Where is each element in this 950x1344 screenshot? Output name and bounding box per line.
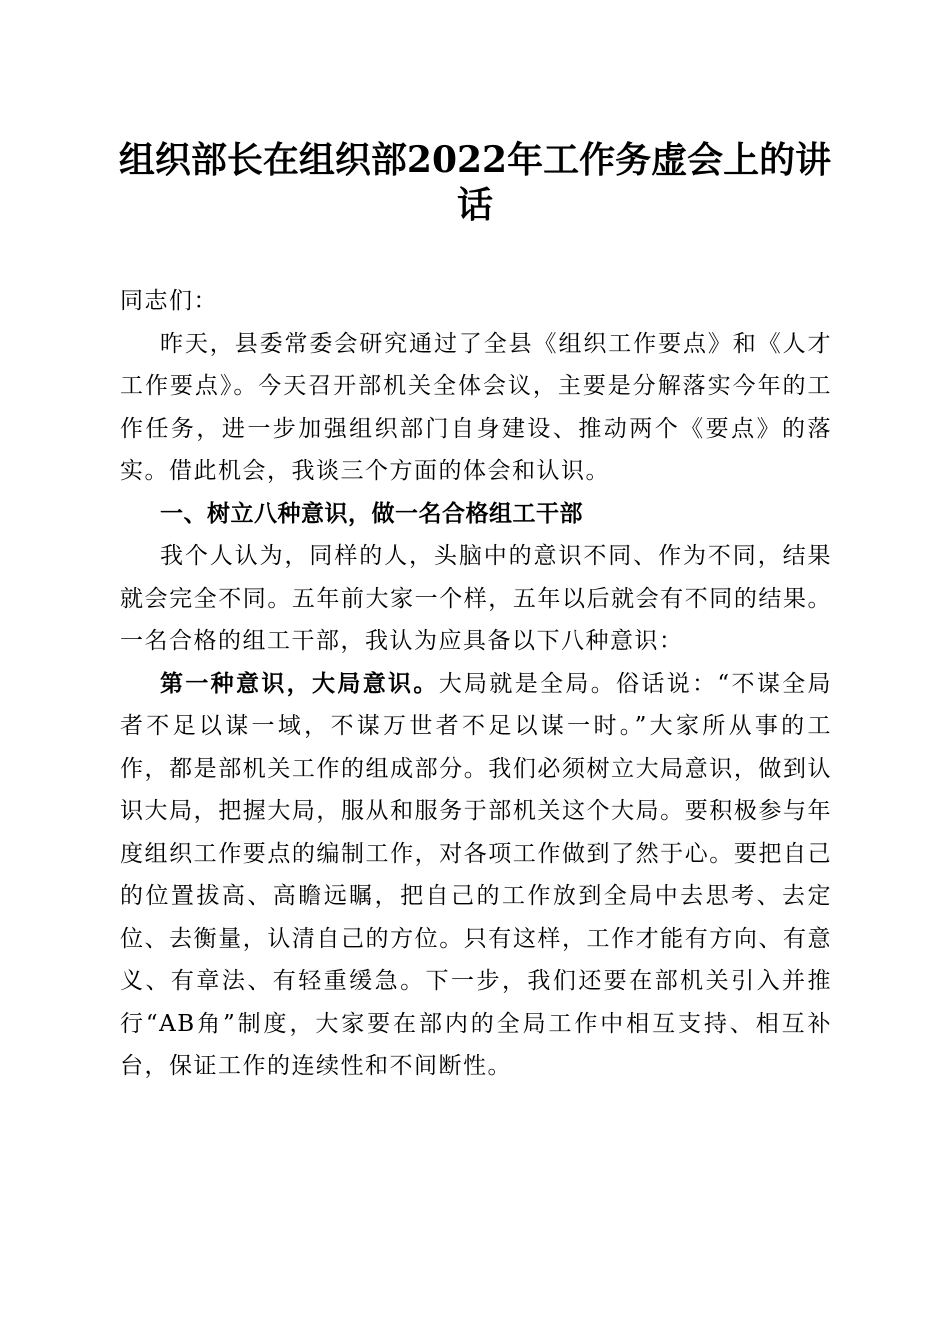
title-line-2: 话: [456, 184, 493, 226]
document-title: [110, 138, 840, 228]
intro-paragraph: 昨天，县委常委会研究通过了全县《组织工作要点》和《人才工作要点》。今天召开部机关全体会议，主要是分解落实今年的工作任务，进一步加强组织部门自身建设、推动两个《要点》的落实。借此机会，我谈三个方面的体会和认识。: [120, 330, 832, 484]
point-1-paragraph: [120, 663, 832, 1088]
salutation: 同志们：: [120, 288, 218, 314]
section-1-paragraph: 我个人认为，同样的人，头脑中的意识不同、作为不同，结果就会完全不同。五年前大家一个样，五年以后就会有不同的结果。一名合格的组工干部，我认为应具备以下八种意识：: [120, 543, 832, 654]
section-heading-1: 一、树立八种意识，做一名合格组工干部: [160, 500, 583, 527]
document-body: [120, 280, 832, 1088]
point-1-text: 大局就是全局。俗话说：“不谋全局者不足以谋一域，不谋万世者不足以谋一时。”大家所从事的工作，都是部机关工作的组成部分。我们必须树立大局意识，做到认识大局，把握大局，服从和服务于部机关这个大局。要积极参与年度组织工作要点的编制工作，对各项工作做到了然于心。要把自己的位置拔高、高瞻远瞩，把自己的工作放到全局中去思考、去定位、去衡量，认清自己的方位。只有这样，工作才能有方向、有意义、有章法、有轻重缓急。下一步，我们还要在部机关引入并推行“AB角”制度，大家要在部内的全局工作中相互支持、相互补台，保证工作的连续性和不间断性。: [120, 670, 833, 1079]
point-1-lead: 第一种意识，大局意识。: [160, 669, 439, 697]
title-line-1: 组织部长在组织部2022年工作务虚会上的讲: [118, 139, 832, 181]
